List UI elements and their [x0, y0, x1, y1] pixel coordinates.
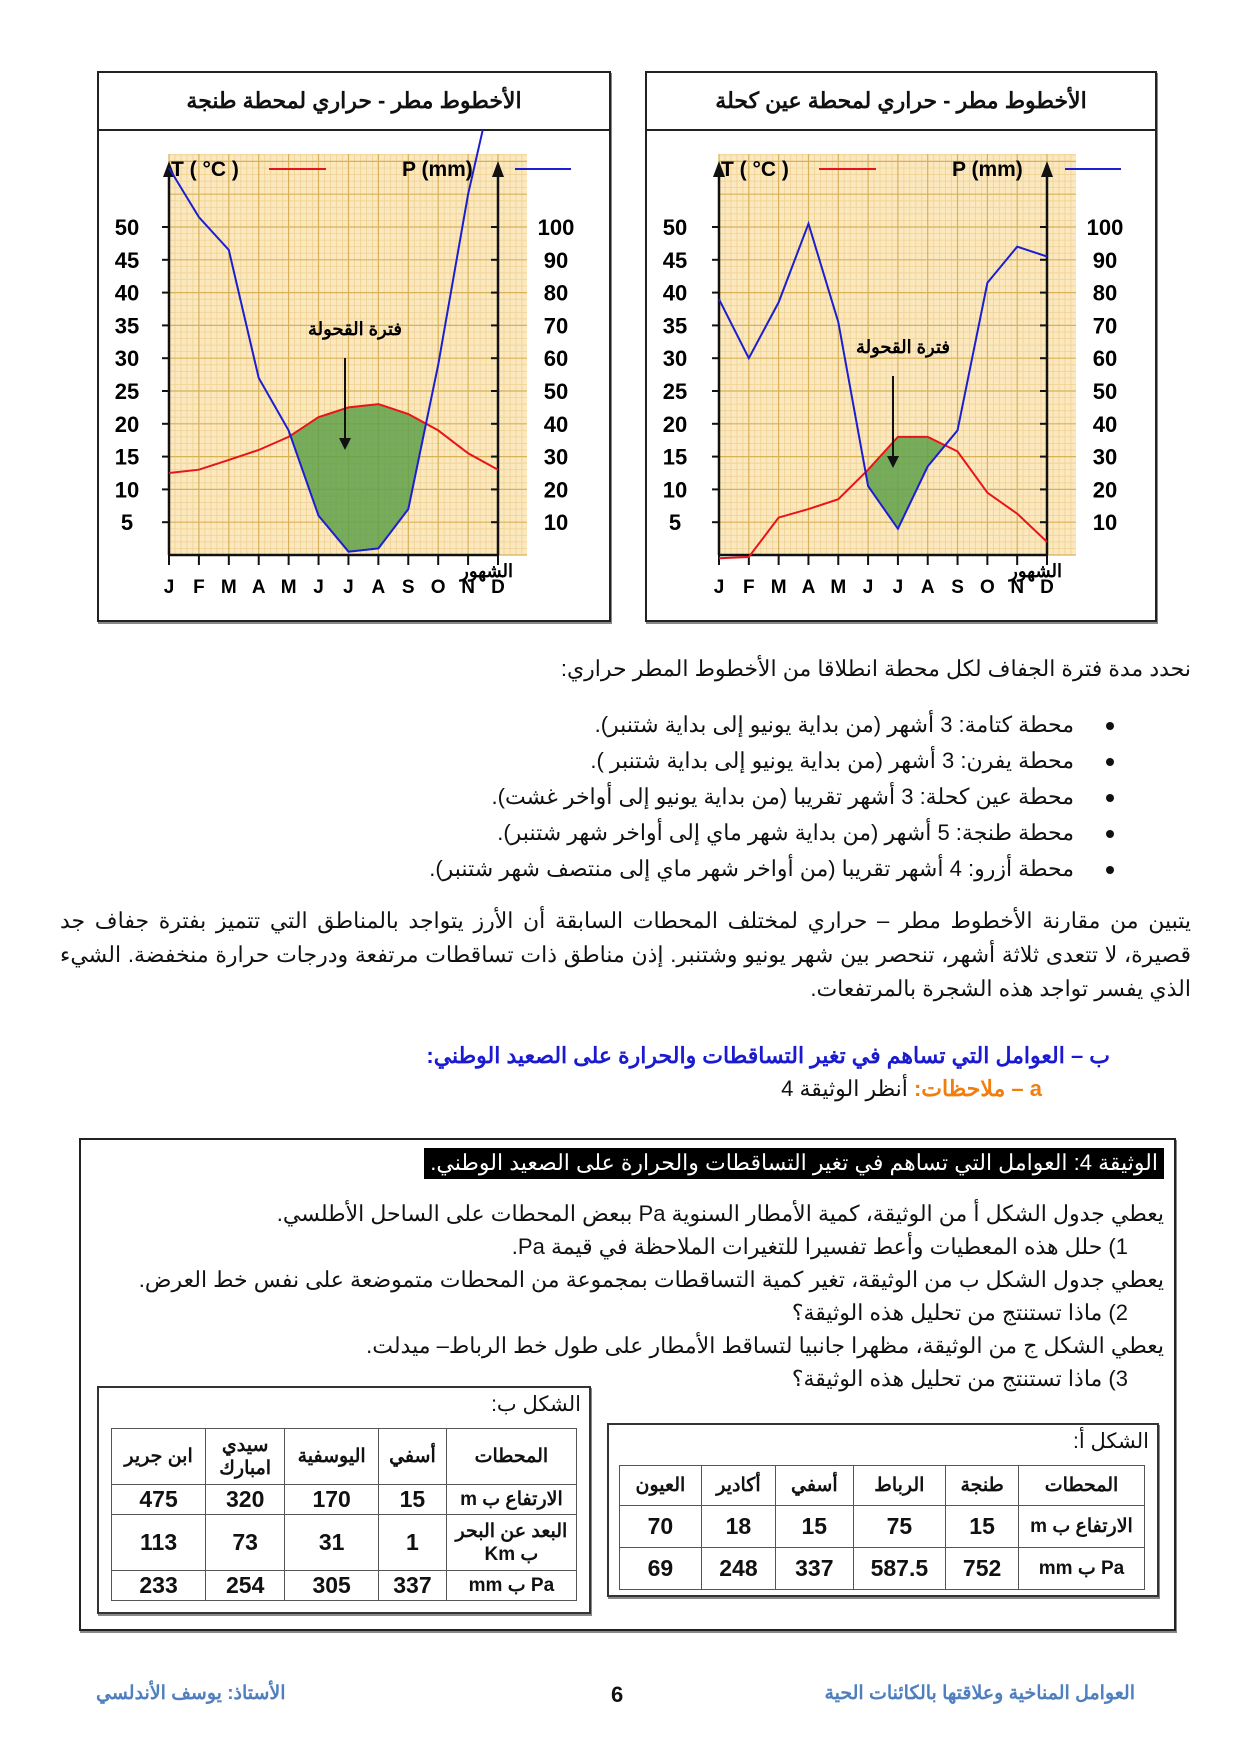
- left-tick-label: 5: [120, 510, 134, 536]
- table-cell: 233: [112, 1571, 206, 1601]
- list-item: [429, 815, 1114, 851]
- list-item: [429, 743, 1114, 779]
- climate-chart-tangier: [97, 71, 611, 622]
- table-header-cell: سيدي امبارك: [206, 1429, 285, 1485]
- list-item-text: محطة طنجة: 5 أشهر (من بداية شهر ماي إلى أواخر شهر شتنبر).: [497, 820, 1074, 845]
- table-cell: 18: [701, 1506, 775, 1548]
- section-a-line: [781, 1076, 1042, 1102]
- table-cell: 320: [206, 1485, 285, 1515]
- left-tick-label: 30: [662, 346, 688, 372]
- table-b-caption: الشكل ب:: [491, 1393, 581, 1416]
- right-tick-label: 70: [1092, 313, 1118, 339]
- left-tick-label: 5: [668, 510, 682, 536]
- right-tick-label: 30: [1092, 444, 1118, 470]
- table-header-cell: الرباط: [853, 1466, 946, 1506]
- table-cell: 15: [776, 1506, 853, 1548]
- intro-text: نحدد مدة فترة الجفاف لكل محطة انطلاقا من الأخطوط المطر حراري:: [560, 656, 1191, 681]
- month-label: F: [743, 577, 755, 598]
- month-label: J: [713, 577, 725, 598]
- chart-title: الأخطوط مطر - حراري لمحطة عين كحلة: [647, 73, 1155, 131]
- dry-period-annotation: فترة القحولة: [855, 337, 951, 357]
- month-label: N: [461, 577, 475, 598]
- months-axis-label: الشهور: [1009, 561, 1062, 581]
- page-number: 6: [611, 1682, 624, 1707]
- doc-line: يعطي جدول الشكل ب من الوثيقة، تغير كمية التساقطات بمجموعة من المحطات متموضعة على نفس خط العرض.: [138, 1267, 1164, 1292]
- table-cell: 337: [776, 1548, 853, 1590]
- left-tick-label: 20: [114, 411, 140, 437]
- month-label: D: [1040, 577, 1054, 598]
- table-header-cell: ابن جرير: [112, 1429, 206, 1485]
- footer-author: الأستاذ: يوسف الأندلسي: [96, 1683, 286, 1704]
- left-tick-label: 15: [114, 444, 140, 470]
- right-tick-label: 30: [543, 444, 569, 470]
- left-tick-label: 50: [662, 215, 688, 240]
- table-cell: 752: [946, 1548, 1019, 1590]
- table-header-cell: طنجة: [946, 1466, 1019, 1506]
- month-label: A: [801, 577, 816, 598]
- left-tick-label: 35: [114, 313, 140, 339]
- table-header-cell: المحطات: [1019, 1466, 1145, 1506]
- month-label: F: [193, 577, 205, 598]
- table-cell: 587.5: [853, 1548, 946, 1590]
- question-1: 1) حلل هذه المعطيات وأعط تفسيرا للتغيرات الملاحظة في قيمة Pa.: [511, 1234, 1128, 1259]
- month-label: M: [280, 577, 297, 598]
- bullet-icon: [1106, 758, 1114, 766]
- list-item: [429, 707, 1114, 743]
- month-label: N: [1010, 577, 1025, 598]
- table-cell: 248: [701, 1548, 775, 1590]
- right-tick-label: 90: [543, 247, 569, 273]
- dry-period-list: [429, 707, 1114, 887]
- right-tick-label: 20: [1092, 477, 1118, 503]
- left-tick-label: 45: [662, 247, 688, 273]
- section-a-text: أنظر الوثيقة 4: [781, 1076, 914, 1101]
- table-header-cell: أكادير: [701, 1466, 775, 1506]
- legend-temperature-label: T ( °C ): [721, 158, 789, 181]
- table-row: [112, 1515, 577, 1571]
- right-tick-label: 40: [543, 411, 569, 437]
- left-tick-label: 35: [662, 313, 688, 339]
- right-tick-label: 100: [537, 215, 575, 240]
- right-tick-label: 60: [543, 346, 569, 372]
- bullet-icon: [1106, 722, 1114, 730]
- month-label: A: [371, 577, 386, 598]
- legend-precipitation-label: P (mm): [952, 158, 1023, 181]
- month-label: J: [313, 577, 324, 598]
- section-b-heading: ب – العوامل التي تساهم في تغير التساقطات والحرارة على الصعيد الوطني:: [426, 1043, 1110, 1068]
- right-tick-label: 10: [543, 510, 569, 536]
- right-tick-label: 20: [543, 477, 569, 503]
- doc-line: يعطي جدول الشكل أ من الوثيقة، كمية الأمطار السنوية Pa ببعض المحطات على الساحل الأطلسي.: [276, 1201, 1164, 1226]
- table-header-cell: المحطات: [446, 1429, 576, 1485]
- table-b: [111, 1428, 577, 1601]
- legend-temperature-label: T ( °C ): [171, 158, 239, 181]
- table-cell: 73: [206, 1515, 285, 1571]
- table-header-cell: أسفي: [379, 1429, 447, 1485]
- bullet-icon: [1106, 794, 1114, 802]
- table-header-cell: اليوسفية: [285, 1429, 379, 1485]
- table-cell: 69: [620, 1548, 702, 1590]
- table-header-cell: أسفي: [776, 1466, 853, 1506]
- table-cell: 254: [206, 1571, 285, 1601]
- month-label: J: [343, 577, 354, 598]
- table-cell: 305: [285, 1571, 379, 1601]
- table-row: [112, 1485, 577, 1515]
- month-label: M: [220, 577, 237, 598]
- table-cell: 113: [112, 1515, 206, 1571]
- table-header-row: [112, 1429, 577, 1485]
- month-label: M: [830, 577, 847, 598]
- list-item: [429, 779, 1114, 815]
- table-cell: 170: [285, 1485, 379, 1515]
- right-tick-label: 80: [1092, 280, 1118, 306]
- ombrothermic-chart: [99, 73, 609, 620]
- row-label: Pa ب mm: [446, 1571, 576, 1601]
- right-tick-label: 100: [1086, 215, 1124, 240]
- bullet-icon: [1106, 866, 1114, 874]
- left-tick-label: 15: [662, 444, 688, 470]
- table-cell: 337: [379, 1571, 447, 1601]
- left-tick-label: 45: [114, 247, 140, 273]
- month-label: O: [979, 577, 995, 598]
- right-tick-label: 80: [543, 280, 569, 306]
- right-tick-label: 40: [1092, 411, 1118, 437]
- table-header-row: [620, 1466, 1145, 1506]
- month-label: A: [920, 577, 935, 598]
- row-label: الارتفاع ب m: [1019, 1506, 1145, 1548]
- month-label: M: [770, 577, 787, 598]
- row-label: البعد عن البحر ب Km: [446, 1515, 576, 1571]
- ombrothermic-chart: [647, 73, 1155, 620]
- table-a-box: [607, 1423, 1159, 1597]
- table-cell: 1: [379, 1515, 447, 1571]
- left-tick-label: 10: [662, 477, 688, 503]
- table-cell: 75: [853, 1506, 946, 1548]
- right-tick-label: 50: [543, 379, 569, 404]
- month-label: J: [862, 577, 874, 598]
- table-a: [619, 1465, 1145, 1590]
- month-label: D: [491, 577, 505, 598]
- month-label: S: [401, 577, 415, 598]
- list-item: [429, 851, 1114, 887]
- left-tick-label: 25: [662, 379, 688, 404]
- left-tick-label: 40: [114, 280, 140, 306]
- list-item-text: محطة عين كحلة: 3 أشهر تقريبا (من بداية يونيو إلى أواخر غشت).: [491, 784, 1074, 809]
- document-title: الوثيقة 4: العوامل التي تساهم في تغير التساقطات والحرارة على الصعيد الوطني.: [424, 1148, 1164, 1179]
- list-item-text: محطة أزرو: 4 أشهر تقريبا (من أواخر شهر ماي إلى منتصف شهر شتنبر).: [429, 856, 1074, 881]
- month-label: O: [430, 577, 446, 598]
- table-a-caption: الشكل أ:: [1073, 1430, 1149, 1453]
- conclusion-paragraph: يتبين من مقارنة الأخطوط مطر – حراري لمختلف المحطات السابقة أن الأرز يتواجد بالمناطق التي تتميز بفترة جفاف جد قصيرة، لا تتعدى ثلاثة أشهر، تنحصر بين شهر يونيو وشتنبر. إذن مناطق ذات تساقطات مرتفعة ودرجات حرارة منخفضة. الشيء الذي يفسر تواجد هذه الشجرة بالمرتفعات.: [60, 908, 1191, 1001]
- legend-precipitation-label: P (mm): [402, 158, 473, 181]
- footer-subject: العوامل المناخية وعلاقتها بالكائنات الحية: [824, 1683, 1135, 1704]
- months-axis-label: الشهور: [460, 561, 513, 581]
- list-item-text: محطة يفرن: 3 أشهر (من بداية يونيو إلى بداية شتنبر ).: [590, 748, 1074, 773]
- right-tick-label: 90: [1092, 247, 1118, 273]
- row-label: Pa ب mm: [1019, 1548, 1145, 1590]
- month-label: S: [951, 577, 964, 598]
- table-cell: 31: [285, 1515, 379, 1571]
- table-cell: 475: [112, 1485, 206, 1515]
- left-tick-label: 20: [662, 411, 688, 437]
- left-tick-label: 10: [114, 477, 140, 503]
- table-cell: 15: [946, 1506, 1019, 1548]
- month-label: J: [892, 577, 904, 598]
- list-item-text: محطة كتامة: 3 أشهر (من بداية يونيو إلى بداية شتنبر).: [594, 712, 1074, 737]
- document-4: [79, 1138, 1176, 1631]
- chart-title: الأخطوط مطر - حراري لمحطة طنجة: [99, 73, 609, 131]
- row-label: الارتفاع ب m: [446, 1485, 576, 1515]
- dry-period-annotation: فترة القحولة: [307, 319, 403, 339]
- left-tick-label: 50: [114, 215, 140, 240]
- climate-chart-ain-kahla: [645, 71, 1157, 622]
- table-cell: 15: [379, 1485, 447, 1515]
- question-2: 2) ماذا تستنتج من تحليل هذه الوثيقة؟: [791, 1300, 1128, 1325]
- left-tick-label: 30: [114, 346, 140, 372]
- month-label: J: [163, 577, 175, 598]
- right-tick-label: 50: [1092, 379, 1118, 404]
- right-tick-label: 70: [543, 313, 569, 339]
- section-a-label: a – ملاحظات:: [913, 1076, 1042, 1101]
- month-label: A: [251, 577, 266, 598]
- table-header-cell: العيون: [620, 1466, 702, 1506]
- table-row: [620, 1548, 1145, 1590]
- question-3: 3) ماذا تستنتج من تحليل هذه الوثيقة؟: [791, 1366, 1128, 1391]
- table-b-box: [97, 1386, 591, 1614]
- bullet-icon: [1106, 830, 1114, 838]
- table-cell: 70: [620, 1506, 702, 1548]
- table-row: [620, 1506, 1145, 1548]
- table-row: [112, 1571, 577, 1601]
- left-tick-label: 25: [114, 379, 140, 404]
- left-tick-label: 40: [662, 280, 688, 306]
- right-tick-label: 60: [1092, 346, 1118, 372]
- doc-line: يعطي الشكل ج من الوثيقة، مظهرا جانبيا لتساقط الأمطار على طول خط الرباط– ميدلت.: [366, 1333, 1164, 1358]
- right-tick-label: 10: [1092, 510, 1118, 536]
